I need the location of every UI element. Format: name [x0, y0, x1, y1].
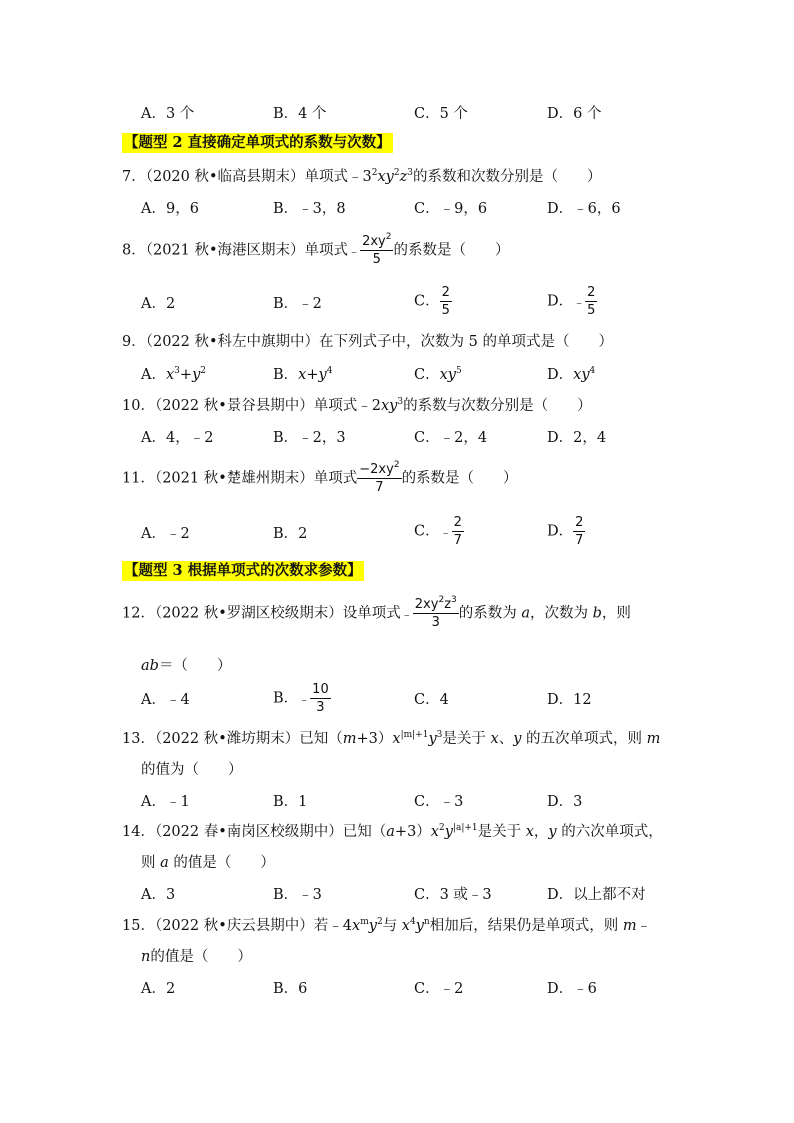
q15-minus: ﹣ [636, 918, 652, 934]
q7-var-z: z [399, 169, 408, 185]
q15-option-d: D．﹣6 [547, 981, 597, 997]
q7-option-d: D．﹣6，6 [547, 201, 621, 217]
q14-about-y: y [548, 824, 557, 840]
q12-option-b-sign: ﹣ [298, 692, 311, 706]
q11-option-d-den: 7 [575, 533, 584, 548]
q13-var-m-2: m [646, 731, 661, 747]
q11-option-c-sign: ﹣ [439, 525, 452, 539]
q15-x1: x [352, 918, 361, 934]
q12-text-2: ，次数为 [530, 605, 593, 622]
q14-about-x: x [525, 824, 534, 840]
question-10 [122, 394, 592, 415]
q14-line2-pre: 则 [141, 855, 161, 871]
section-heading-type-3: 【题型 3 根据单项式的次数求参数】 [124, 562, 362, 579]
q14-var-y: y [444, 824, 453, 840]
q8-frac-denominator: 5 [372, 252, 381, 267]
q11-option-c-fraction [452, 514, 464, 549]
q9-d-exp: 4 [589, 366, 596, 376]
q14-var-x: x [430, 824, 439, 840]
q14-text-2: 的六次单项式， [556, 824, 663, 840]
q9-a-exp1: 3 [174, 366, 180, 376]
q7-option-c: C．﹣9，6 [414, 201, 488, 217]
question-14 [122, 820, 663, 841]
q8-minus-sign: ﹣ [348, 244, 361, 258]
q13-plus3: +3） [356, 731, 393, 747]
q12-fraction [413, 596, 459, 631]
q12-frac-exp2: 3 [451, 595, 457, 605]
q12-option-d: D．12 [547, 692, 592, 708]
q7-prefix: 7．（2020 秋•临高县期末）单项式﹣3 [122, 169, 372, 185]
q14-option-c: C．3 或﹣3 [414, 887, 492, 903]
q8-option-a: A．2 [141, 296, 176, 312]
q14-sep: ， [533, 824, 549, 840]
q14-option-a: A．3 [141, 887, 176, 903]
q15-and: 与 [382, 918, 402, 934]
q11-option-d-label: D． [547, 523, 574, 540]
q15-line2-text: 的值是（ ） [150, 949, 252, 965]
q14-y-exp: |a|+1 [452, 823, 478, 833]
q8-fraction [360, 233, 393, 268]
q10-exp: 3 [397, 397, 404, 407]
q11-option-c-num: 2 [453, 515, 462, 530]
question-15 [122, 914, 651, 935]
q12-option-b-num: 10 [312, 682, 329, 697]
q11-prefix: 11．（2021 秋•楚雄州期末）单项式 [122, 470, 358, 487]
q15-x2-exp: 4 [409, 917, 416, 927]
q10-option-a: A．4，﹣2 [141, 430, 214, 446]
q9-option-c [414, 363, 462, 384]
question-13-line-2: 的值为（ ） [141, 762, 243, 778]
q12-option-b-den: 3 [316, 700, 325, 715]
q12-text-1: 的系数为 [458, 605, 522, 622]
q6-option-b: B．4 个 [273, 106, 327, 122]
q11-frac-denominator: 7 [375, 480, 384, 495]
q12-minus-sign: ﹣ [400, 607, 413, 621]
q12-option-a: A．﹣4 [141, 692, 190, 708]
q15-prefix: 15．（2022 秋•庆云县期中）若﹣4 [122, 918, 352, 934]
q8-option-d [547, 284, 597, 319]
q13-text-1: 是关于 [442, 731, 491, 747]
q11-option-b: B．2 [273, 526, 308, 542]
question-9: 9．（2022 秋•科左中旗期中）在下列式子中，次数为 5 的单项式是（ ） [122, 334, 613, 350]
q15-y1-exp: 2 [376, 917, 383, 927]
q11-fraction [357, 461, 401, 496]
q14-option-d: D．以上都不对 [547, 887, 646, 903]
q9-option-d [547, 363, 595, 384]
q13-option-b: B．1 [273, 794, 308, 810]
question-13 [122, 727, 660, 748]
q13-sep: 、 [498, 731, 514, 747]
q13-about-y: y [513, 731, 522, 747]
q13-y-exp: 3 [436, 730, 443, 740]
q10-option-c: C．﹣2，4 [414, 430, 488, 446]
q14-prefix: 14．（2022 春•南岗区校级期中）已知（ [122, 824, 387, 840]
q6-option-d: D．6 个 [547, 106, 602, 122]
q8-option-d-label: D． [547, 293, 574, 310]
q12-line2-text: ＝（ ） [158, 658, 232, 674]
q9-a-label: A． [141, 367, 166, 383]
q8-option-c [414, 284, 452, 319]
q9-c-exp: 5 [455, 366, 462, 376]
question-12-line-2 [141, 654, 231, 675]
q6-option-c: C．5 个 [414, 106, 468, 122]
q11-option-a: A．﹣2 [141, 526, 190, 542]
q14-option-b: B．﹣3 [273, 887, 322, 903]
q7-option-b: B．﹣3，8 [273, 201, 346, 217]
q9-b-label: B． [273, 367, 299, 383]
q12-frac-exp1: 2 [438, 595, 445, 605]
q8-option-c-fraction [440, 284, 452, 319]
q12-frac-num-a: 2xy [414, 597, 439, 612]
q8-option-d-num: 2 [587, 285, 596, 300]
q14-x-exp: 2 [438, 823, 445, 833]
q8-option-c-den: 5 [441, 303, 450, 318]
q15-y2: y [415, 918, 424, 934]
q8-frac-numerator: 2xy [362, 234, 386, 249]
q9-b-y: y [318, 367, 327, 383]
q12-option-b-label: B． [273, 690, 299, 707]
q13-option-c: C．﹣3 [414, 794, 464, 810]
q11-option-d-num: 2 [575, 515, 584, 530]
q7-exp-2: 2 [393, 168, 400, 178]
q13-var-m: m [342, 731, 357, 747]
q13-x-exp: |m|+1 [400, 730, 429, 740]
q7-var-xy: xy [377, 169, 394, 185]
section-heading-type-2: 【题型 2 直接确定单项式的系数与次数】 [124, 134, 391, 151]
q10-option-b: B．﹣2，3 [273, 430, 346, 446]
q6-option-a: A．3 个 [141, 106, 195, 122]
q13-text-2: 的五次单项式，则 [521, 731, 647, 747]
q13-var-x: x [392, 731, 401, 747]
q9-a-x: x [165, 367, 175, 383]
q8-option-d-den: 5 [587, 303, 596, 318]
q12-var-ab: ab [141, 658, 159, 674]
q12-prefix: 12．（2022 秋•罗湖区校级期末）设单项式 [122, 605, 401, 622]
q13-option-d: D．3 [547, 794, 583, 810]
q9-d-xy: xy [573, 367, 590, 383]
q13-var-y: y [428, 731, 437, 747]
q10-option-d: D．2，4 [547, 430, 607, 446]
q15-var-n: n [141, 949, 151, 965]
q7-exp-1: 2 [371, 168, 378, 178]
q11-frac-numerator: −2xy [359, 462, 394, 477]
q8-option-d-sign: ﹣ [573, 295, 586, 309]
question-14-line-2 [141, 851, 275, 872]
q14-var-a-2: a [160, 855, 169, 871]
q13-prefix: 13．（2022 秋•潍坊期末）已知（ [122, 731, 343, 747]
q12-option-c: C．4 [414, 692, 449, 708]
q10-var: xy [381, 398, 398, 414]
q7-exp-3: 3 [407, 168, 413, 178]
q8-option-c-num: 2 [441, 285, 450, 300]
q15-x1-exp: m [360, 917, 369, 927]
q15-option-b: B．6 [273, 981, 308, 997]
q9-option-b [273, 363, 332, 384]
q9-a-plus: + [179, 367, 193, 383]
q8-prefix: 8．（2021 秋•海港区期末）单项式 [122, 242, 349, 259]
q13-about-x: x [490, 731, 499, 747]
q13-option-a: A．﹣1 [141, 794, 190, 810]
question-7 [122, 165, 601, 186]
q11-option-c-den: 7 [453, 533, 462, 548]
q12-frac-num-z: z [444, 597, 452, 612]
q12-var-b: b [592, 605, 602, 622]
q12-option-b-fraction [310, 681, 331, 716]
q9-c-label: C． [414, 367, 440, 383]
q12-option-b [273, 681, 331, 716]
q15-text-1: 相加后，结果仍是单项式，则 [429, 918, 623, 934]
q9-b-x: x [298, 367, 307, 383]
q11-option-c [414, 514, 464, 549]
q10-suffix: 的系数与次数分别是（ ） [403, 398, 592, 414]
q10-prefix: 10．（2022 秋•景谷县期中）单项式﹣2 [122, 398, 381, 414]
q11-option-c-label: C． [414, 523, 440, 540]
q11-frac-exp: 2 [393, 460, 400, 470]
q14-plus3: +3） [394, 824, 431, 840]
q9-c-xy: xy [439, 367, 456, 383]
q9-d-label: D． [547, 367, 574, 383]
q7-option-a: A．9，6 [141, 201, 199, 217]
q15-option-c: C．﹣2 [414, 981, 464, 997]
question-8 [122, 233, 509, 268]
q8-option-d-fraction [585, 284, 597, 319]
q9-a-y: y [192, 367, 201, 383]
q11-option-d [547, 514, 585, 549]
question-15-line-2 [141, 945, 252, 966]
q12-var-a: a [521, 605, 531, 622]
q15-var-m: m [622, 918, 637, 934]
q7-suffix: 的系数和次数分别是（ ） [412, 169, 602, 185]
question-12 [122, 596, 631, 631]
q15-y2-exp: n [423, 917, 430, 927]
q9-b-exp: 4 [326, 366, 333, 376]
q12-text-3: ，则 [601, 605, 631, 622]
q8-suffix: 的系数是（ ） [393, 242, 510, 259]
q8-option-b: B．﹣2 [273, 296, 322, 312]
q8-option-c-label: C． [414, 293, 440, 310]
q15-option-a: A．2 [141, 981, 176, 997]
q8-frac-exp: 2 [385, 232, 392, 242]
q14-text-1: 是关于 [477, 824, 526, 840]
q14-var-a: a [386, 824, 395, 840]
q15-x2: x [401, 918, 410, 934]
q11-option-d-fraction [573, 514, 585, 549]
q12-frac-denominator: 3 [431, 615, 440, 630]
q15-y1: y [368, 918, 377, 934]
q9-a-exp2: 2 [200, 366, 206, 376]
q9-b-plus: + [306, 367, 319, 383]
q14-line2-post: 的值是（ ） [168, 855, 275, 871]
q9-option-a [141, 363, 206, 384]
q11-suffix: 的系数是（ ） [401, 470, 518, 487]
question-11 [122, 461, 518, 496]
